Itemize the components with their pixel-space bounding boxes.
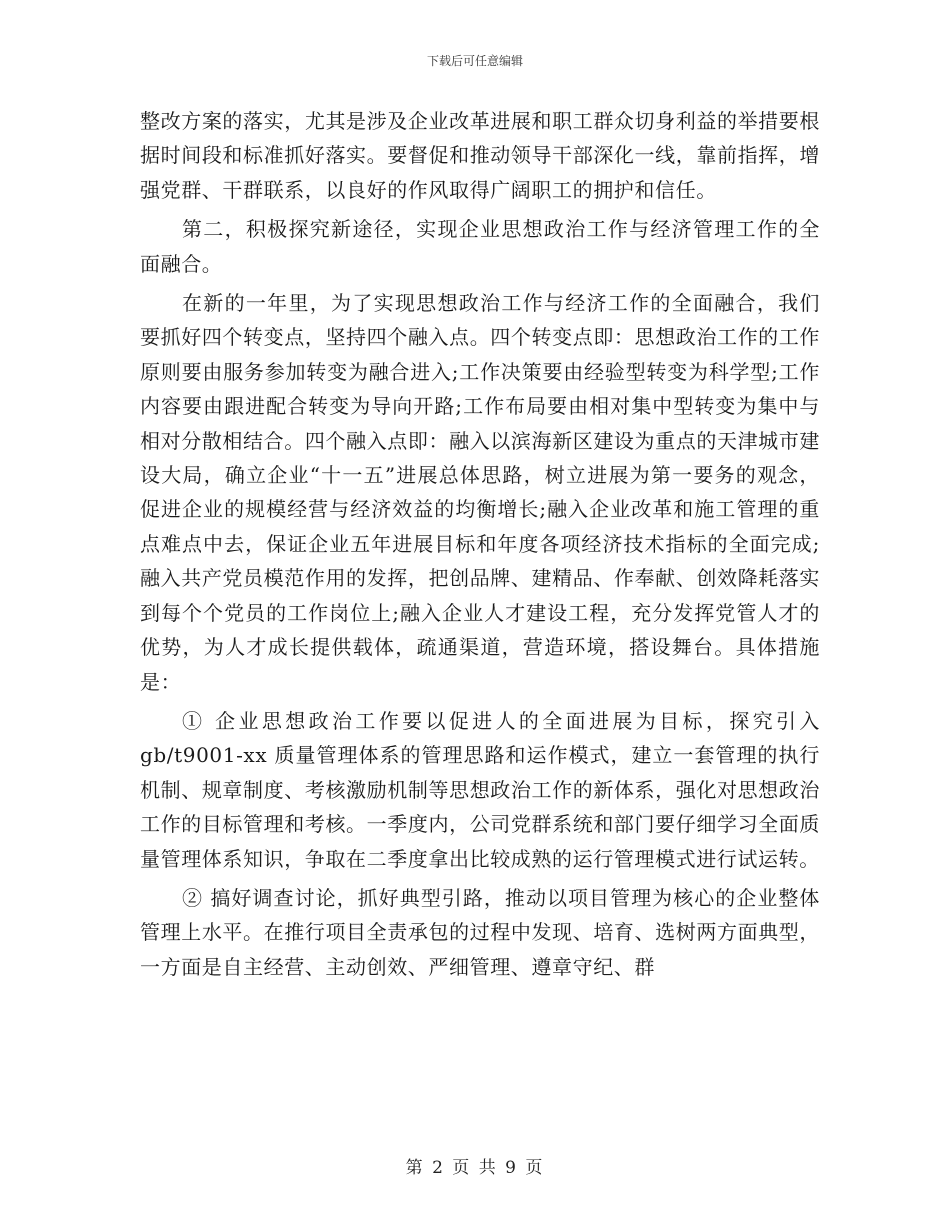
- paragraph-4: ① 企业思想政治工作要以促进人的全面进展为目标，探究引入 gb/t9001-xx 质量管理体系的管理思路和运作模式，建立一套管理的执行机制、规章制度、考核激励机制等思想政治工作的新体系，强化对思想政治工作的目标管理和考核。一季度内，公司党群系统和部门要仔细学习全面质量管理体系知识，争取在二季度拿出比较成熟的运行管理模式进行试运转。: [140, 708, 820, 871]
- paragraph-3: 在新的一年里，为了实现思想政治工作与经济工作的全面融合，我们要抓好四个转变点，坚持四个融入点。四个转变点即：思想政治工作的工作原则要由服务参加转变为融合进入;工作决策要由经验型转变为科学型;工作内容要由跟进配合转变为导向开路;工作布局要由相对集中型转变为集中与相对分散相结合。四个融入点即：融入以滨海新区建设为重点的天津城市建设大局，确立企业“十一五”进展总体思路，树立进展为第一要务的观念，促进企业的规模经营与经济效益的均衡增长;融入企业改革和施工管理的重点难点中去，保证企业五年进展目标和年度各项经济技术指标的全面完成;融入共产党员模范作用的发挥，把创品牌、建精品、作奉献、创效降耗落实到每个个党员的工作岗位上;融入企业人才建设工程，充分发挥党管人才的优势，为人才成长提供载体，疏通渠道，营造环境，搭设舞台。具体措施是：: [140, 291, 820, 694]
- paragraph-2: 第二，积极探究新途径，实现企业思想政治工作与经济管理工作的全面融合。: [140, 217, 820, 276]
- paragraph-5: ② 搞好调查讨论，抓好典型引路，推动以项目管理为核心的企业整体管理上水平。在推行项目全责承包的过程中发现、培育、选树两方面典型，一方面是自主经营、主动创效、严细管理、遵章守纪、群: [140, 885, 820, 979]
- paragraph-1: 整改方案的落实，尤其是涉及企业改革进展和职工群众切身利益的举措要根据时间段和标准抓好落实。要督促和推动领导干部深化一线，靠前指挥，增强党群、干群联系，以良好的作风取得广阔职工的拥护和信任。: [140, 109, 820, 202]
- page-number: 第 2 页 共 9 页: [405, 1158, 545, 1178]
- document-body: [140, 104, 820, 989]
- page-header: 下载后可任意编辑: [426, 54, 523, 68]
